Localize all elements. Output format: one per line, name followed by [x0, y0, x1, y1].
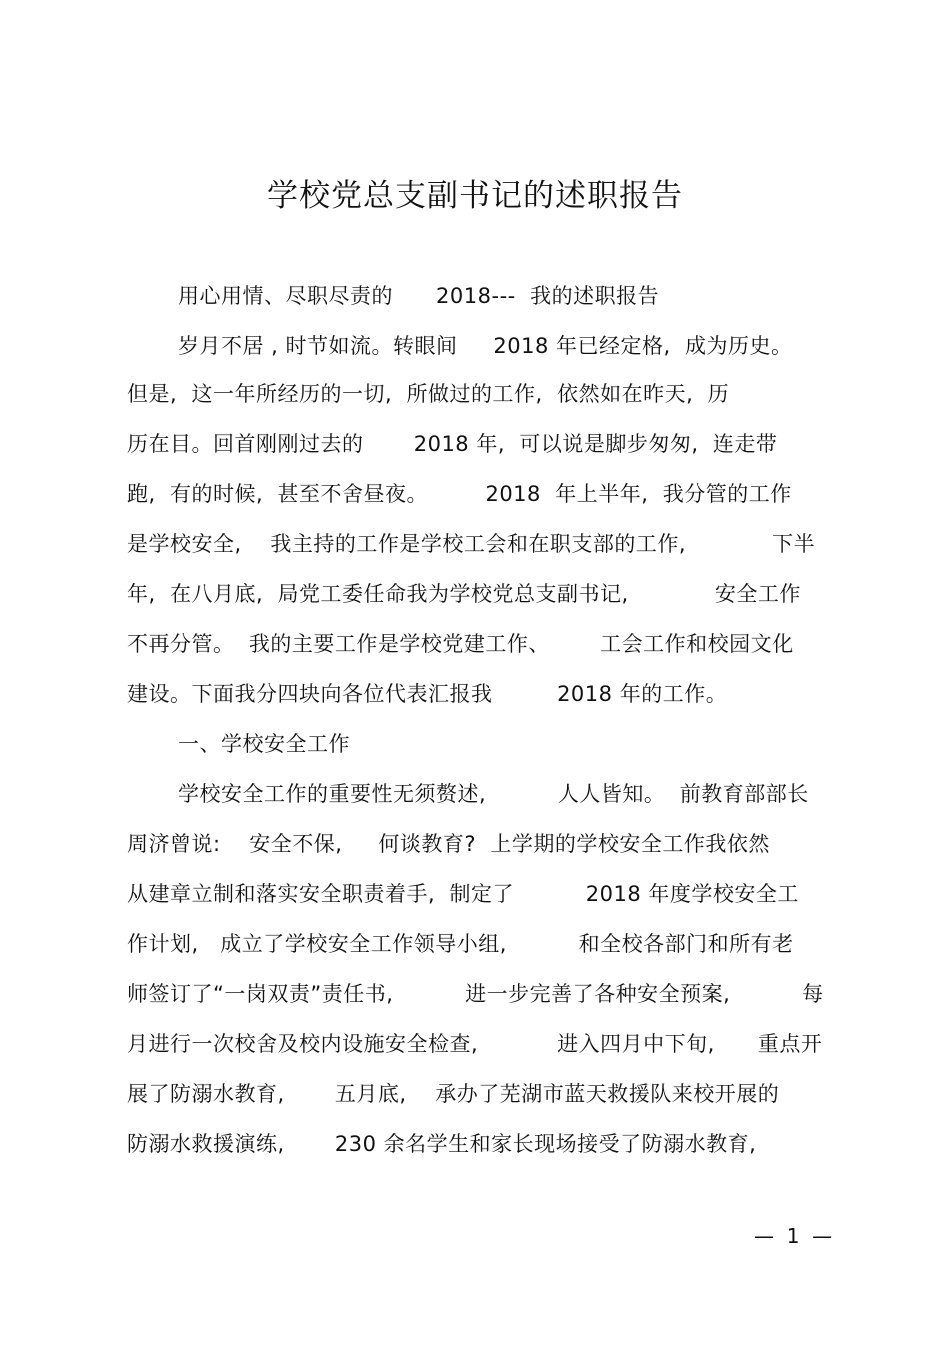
paragraph-line: 年, 在八月底, 局党工委任命我为学校党总支副书记, 安全工作: [127, 582, 801, 606]
paragraph-line: 是学校安全, 我主持的工作是学校工会和在职支部的工作, 下半: [127, 532, 816, 556]
paragraph-line: 学校安全工作的重要性无须赘述, 人人皆知。 前教育部部长: [178, 782, 809, 806]
paragraph-line: 但是, 这一年所经历的一切, 所做过的工作, 依然如在昨天, 历: [127, 382, 730, 406]
paragraph-line: 月进行一次校舍及校内设施安全检查, 进入四月中下旬, 重点开: [127, 1032, 823, 1056]
page-number: — 1 —: [754, 1224, 833, 1248]
paragraph-line: 周济曾说: 安全不保, 何谈教育? 上学期的学校安全工作我依然: [127, 832, 770, 856]
paragraph-line: 从建章立制和落实安全职责着手, 制定了 2018 年度学校安全工: [127, 882, 799, 906]
paragraph-line: 用心用情、尽职尽责的 2018--- 我的述职报告: [178, 284, 660, 308]
paragraph-line: 防溺水救援演练, 230 余名学生和家长现场接受了防溺水教育,: [127, 1132, 757, 1156]
section-heading: 一、学校安全工作: [178, 732, 350, 756]
paragraph-line: 展了防溺水教育, 五月底, 承办了芜湖市蓝天救援队来校开展的: [127, 1082, 780, 1106]
document-title: 学校党总支副书记的述职报告: [267, 178, 683, 214]
paragraph-line: 历在目。回首刚刚过去的 2018 年, 可以说是脚步匆匆, 连走带: [127, 432, 778, 456]
paragraph-line: 作计划, 成立了学校安全工作领导小组, 和全校各部门和所有老: [127, 932, 794, 956]
paragraph-line: 不再分管。 我的主要工作是学校党建工作、 工会工作和校园文化: [127, 632, 794, 656]
paragraph-line: 师签订了“一岗双责”责任书, 进一步完善了各种安全预案, 每: [127, 982, 824, 1006]
paragraph-line: 跑, 有的时候, 甚至不舍昼夜。 2018 年上半年, 我分管的工作: [127, 482, 792, 506]
paragraph-line: 建设。下面我分四块向各位代表汇报我 2018 年的工作。: [127, 682, 728, 706]
paragraph-line: 岁月不居 , 时节如流。转眼间 2018 年已经定格, 成为历史。: [178, 334, 793, 358]
